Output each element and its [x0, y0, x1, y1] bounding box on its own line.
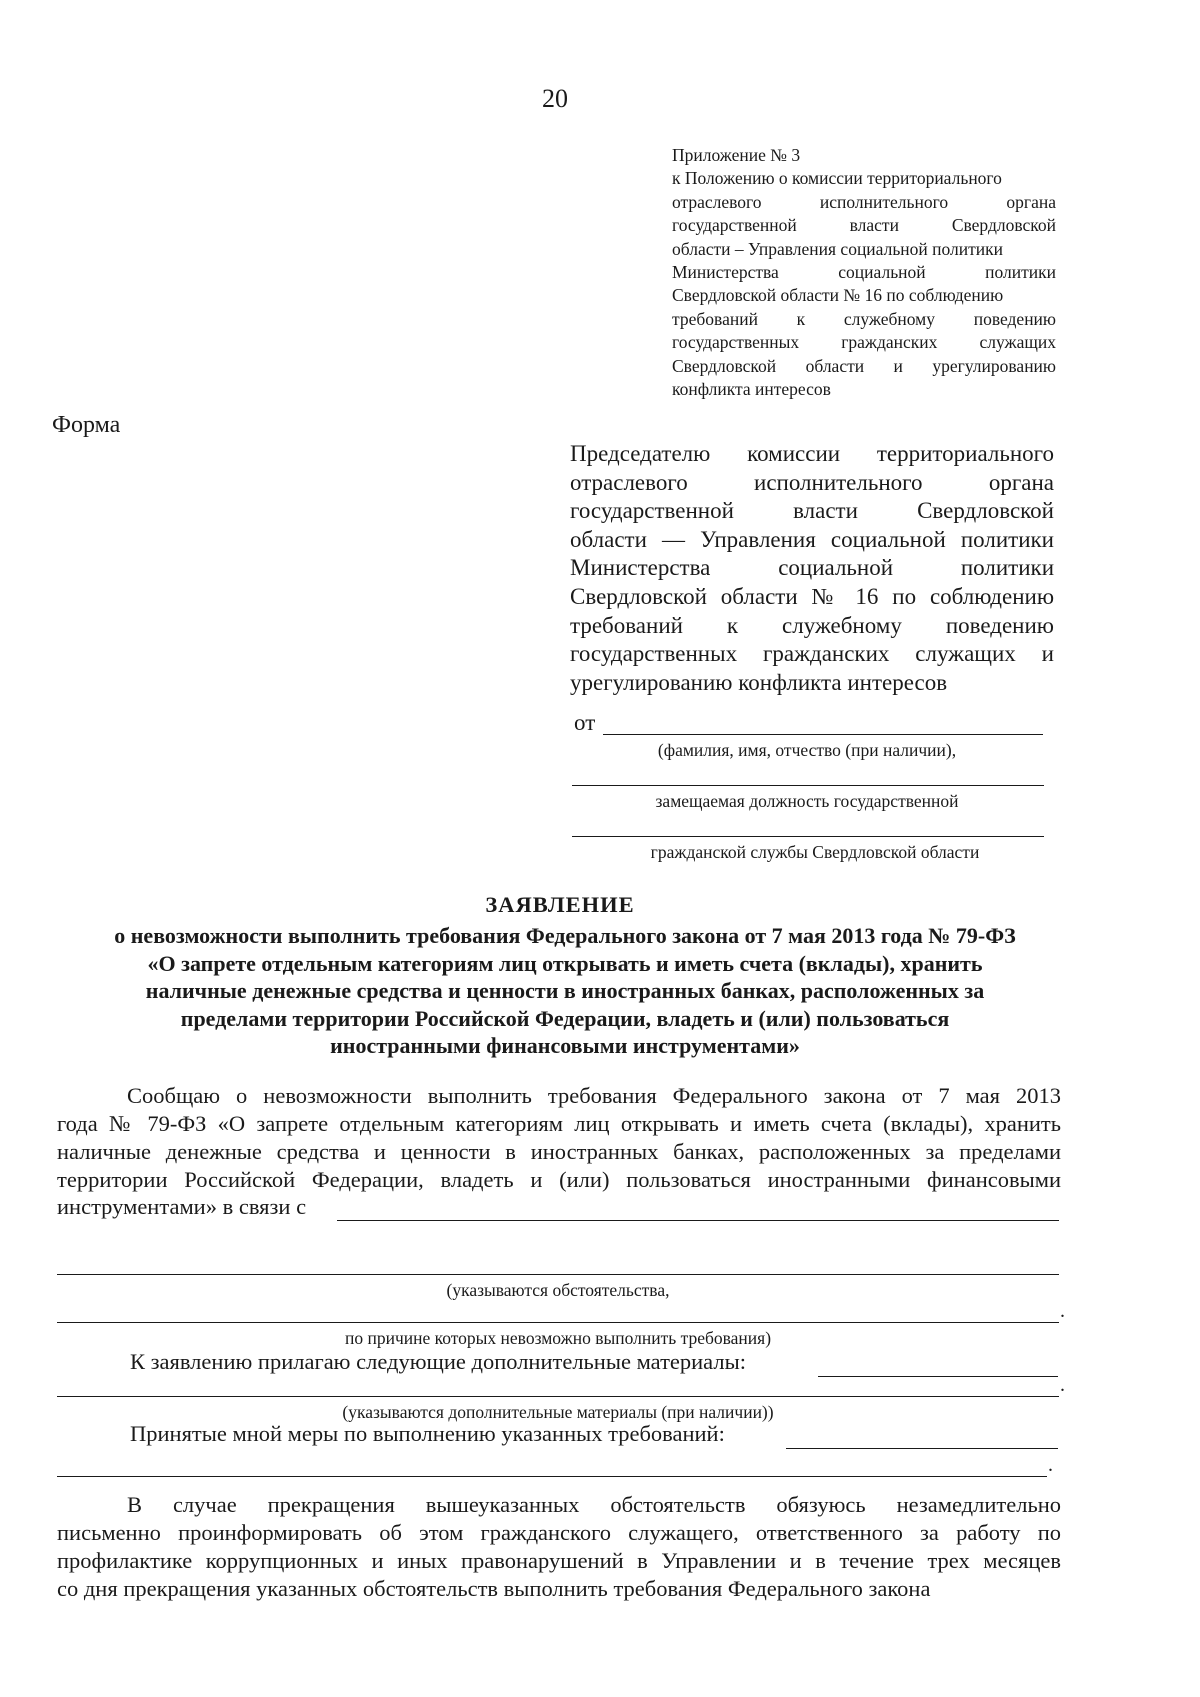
addressee-line: области — Управления социальной политики [570, 526, 1054, 552]
line-end-dot: . [1060, 1374, 1065, 1396]
addressee-line: требований к служебному поведению [570, 612, 1054, 638]
service-field[interactable] [572, 836, 1044, 837]
addressee-line: государственных гражданских служащих и [570, 641, 1054, 667]
from-label: от [574, 710, 596, 735]
subtitle-line: о невозможности выполнить требования Федерального закона от 7 мая 2013 года № 79-ФЗ [114, 923, 1016, 948]
circumstances-field[interactable] [337, 1220, 1059, 1221]
subtitle-line: пределами территории Российской Федерации, владеть и (или) пользоваться [180, 1005, 950, 1031]
measures-field[interactable] [786, 1448, 1058, 1449]
position-field[interactable] [572, 785, 1044, 786]
statement-subtitle [50, 922, 1080, 1060]
circumstances-field-2[interactable] [57, 1274, 1059, 1275]
reason-field[interactable] [57, 1322, 1059, 1323]
body-line: года № 79-ФЗ «О запрете отдельным категориям лиц открывать и иметь счета (вклады), хранить [57, 1111, 1061, 1136]
line-end-dot: . [1060, 1300, 1065, 1322]
appendix-line: Министерства социальной политики [672, 262, 1056, 283]
appendix-line: Приложение № 3 [672, 145, 801, 165]
appendix-line: конфликта интересов [672, 379, 831, 400]
addressee-line: урегулированию конфликта интересов [570, 669, 948, 695]
subtitle-line: «О запрете отдельным категориям лиц открывать и иметь счета (вклады), хранить [147, 950, 983, 976]
measures-label: Принятые мной меры по выполнению указанных требований: [130, 1421, 725, 1446]
attachments-field-2[interactable] [57, 1396, 1059, 1397]
addressee-line: Свердловской области № 16 по соблюдению [570, 583, 1054, 609]
appendix-line: государственной власти Свердловской [672, 215, 1056, 236]
statement-body [57, 1082, 1061, 1194]
body-line: Сообщаю о невозможности выполнить требования Федерального закона от 7 мая 2013 [127, 1083, 1061, 1108]
attachments-field[interactable] [818, 1376, 1058, 1377]
in-connection-label: инструментами» в связи с [57, 1194, 307, 1219]
from-name-field[interactable] [603, 734, 1043, 735]
closing-paragraph [57, 1491, 1061, 1603]
from-name-caption: (фамилия, имя, отчество (при наличии), [657, 740, 957, 760]
appendix-line: к Положению о комиссии территориального [672, 168, 1002, 189]
position-caption: замещаемая должность государственной [655, 791, 959, 811]
closing-line: профилактике коррупционных и иных правонарушений в Управлении и в течение трех месяцев [57, 1548, 1061, 1573]
statement-title: ЗАЯВЛЕНИЕ [485, 892, 635, 917]
body-line: наличные денежные средства и ценности в иностранных банках, расположенных за пределами [57, 1139, 1061, 1164]
closing-line: письменно проинформировать об этом гражданского служащего, ответственного за работу по [57, 1520, 1061, 1545]
measures-field-2[interactable] [57, 1476, 1047, 1477]
line-end-dot: . [1048, 1454, 1053, 1476]
service-caption: гражданской службы Свердловской области [650, 842, 980, 862]
addressee-line: отраслевого исполнительного органа [570, 469, 1054, 495]
appendix-line: государственных гражданских служащих [672, 332, 1056, 353]
closing-line: со дня прекращения указанных обстоятельств выполнить требования Федерального закона [57, 1576, 931, 1601]
circumstances-caption: (указываются обстоятельства, [446, 1280, 670, 1300]
page-number: 20 [542, 84, 568, 113]
appendix-line: области – Управления социальной политики [672, 238, 1004, 259]
appendix-line: Свердловской области № 16 по соблюдению [672, 285, 1004, 306]
subtitle-line: иностранными финансовыми инструментами» [330, 1033, 800, 1059]
form-label: Форма [52, 412, 121, 438]
body-line: территории Российской Федерации, владеть и (или) пользоваться иностранными финансовыми [57, 1167, 1061, 1192]
addressee-line: Министерства социальной политики [570, 555, 1054, 581]
addressee-line: Председателю комиссии территориального [570, 441, 1054, 466]
addressee-line: государственной власти Свердловской [570, 498, 1054, 524]
appendix-line: требований к служебному поведению [672, 308, 1056, 329]
appendix-reference [672, 144, 1056, 401]
subtitle-line: наличные денежные средства и ценности в иностранных банках, расположенных за [145, 978, 985, 1004]
reason-caption: по причине которых невозможно выполнить требования) [344, 1328, 772, 1348]
appendix-line: Свердловской области и урегулированию [672, 355, 1056, 376]
attachments-caption: (указываются дополнительные материалы (при наличии)) [342, 1402, 774, 1422]
addressee-block [570, 440, 1054, 697]
appendix-line: отраслевого исполнительного органа [672, 191, 1056, 212]
closing-line: В случае прекращения вышеуказанных обстоятельств обязуюсь незамедлительно [127, 1492, 1061, 1517]
attachments-label: К заявлению прилагаю следующие дополнительные материалы: [130, 1349, 746, 1374]
